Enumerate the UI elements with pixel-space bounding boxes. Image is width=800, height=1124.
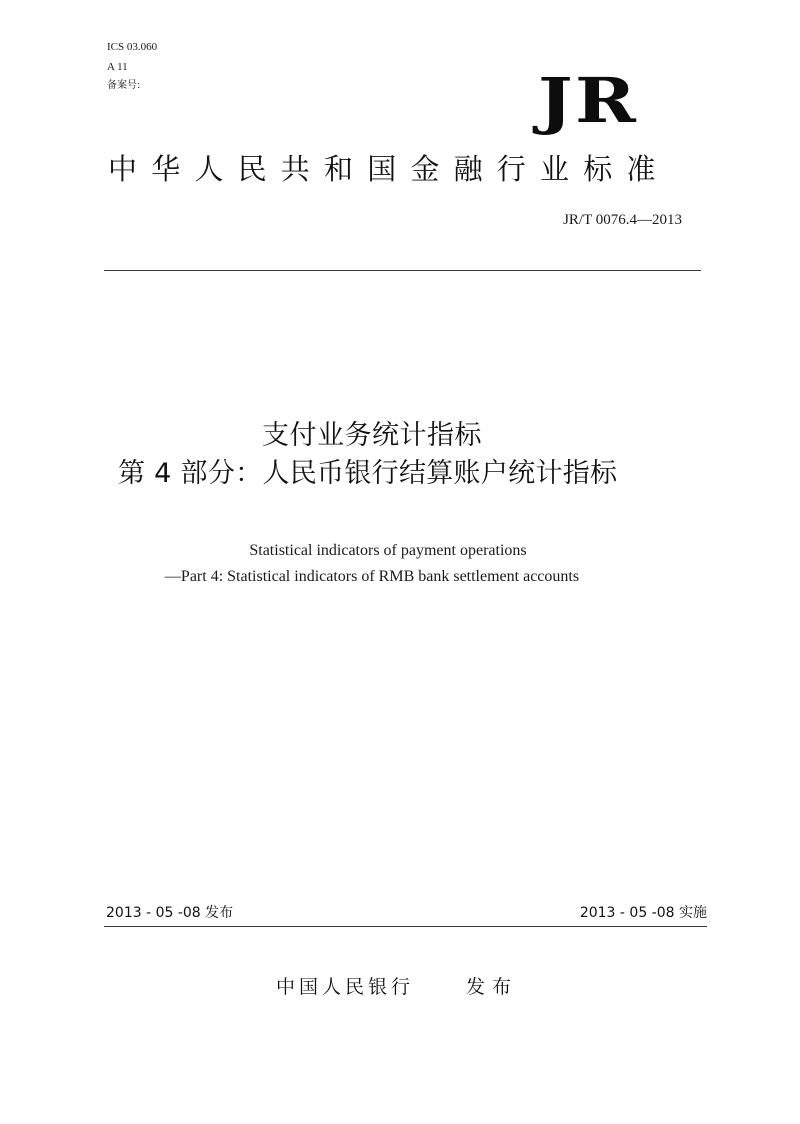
ics-code: ICS 03.060 [107, 41, 158, 53]
jr-logo: JR [538, 64, 639, 137]
implementation-date: 2013 - 05 -08 实施 [579, 905, 707, 921]
title-cn-line1: 支付业务统计指标 [262, 420, 482, 451]
title-cn-line2: 第 4 部分：人民币银行结算账户统计指标 [118, 458, 618, 489]
issuer-name: 中国人民银行 [276, 976, 415, 998]
record-number-label: 备案号: [107, 80, 141, 91]
title-en-line2: —Part 4: Statistical indicators of RMB bank settlement accounts [164, 568, 580, 585]
standard-type-title: 中华人民共和国金融行业标准 [108, 152, 670, 186]
issuer-verb: 发布 [466, 976, 519, 998]
title-en-line1: Statistical indicators of payment operations [249, 542, 527, 559]
classification-code: A 11 [107, 61, 128, 73]
bottom-divider [104, 926, 707, 927]
standard-number: JR/T 0076.4—2013 [563, 212, 682, 228]
issue-date: 2013 - 05 -08 发布 [106, 905, 234, 921]
top-divider [104, 270, 701, 271]
